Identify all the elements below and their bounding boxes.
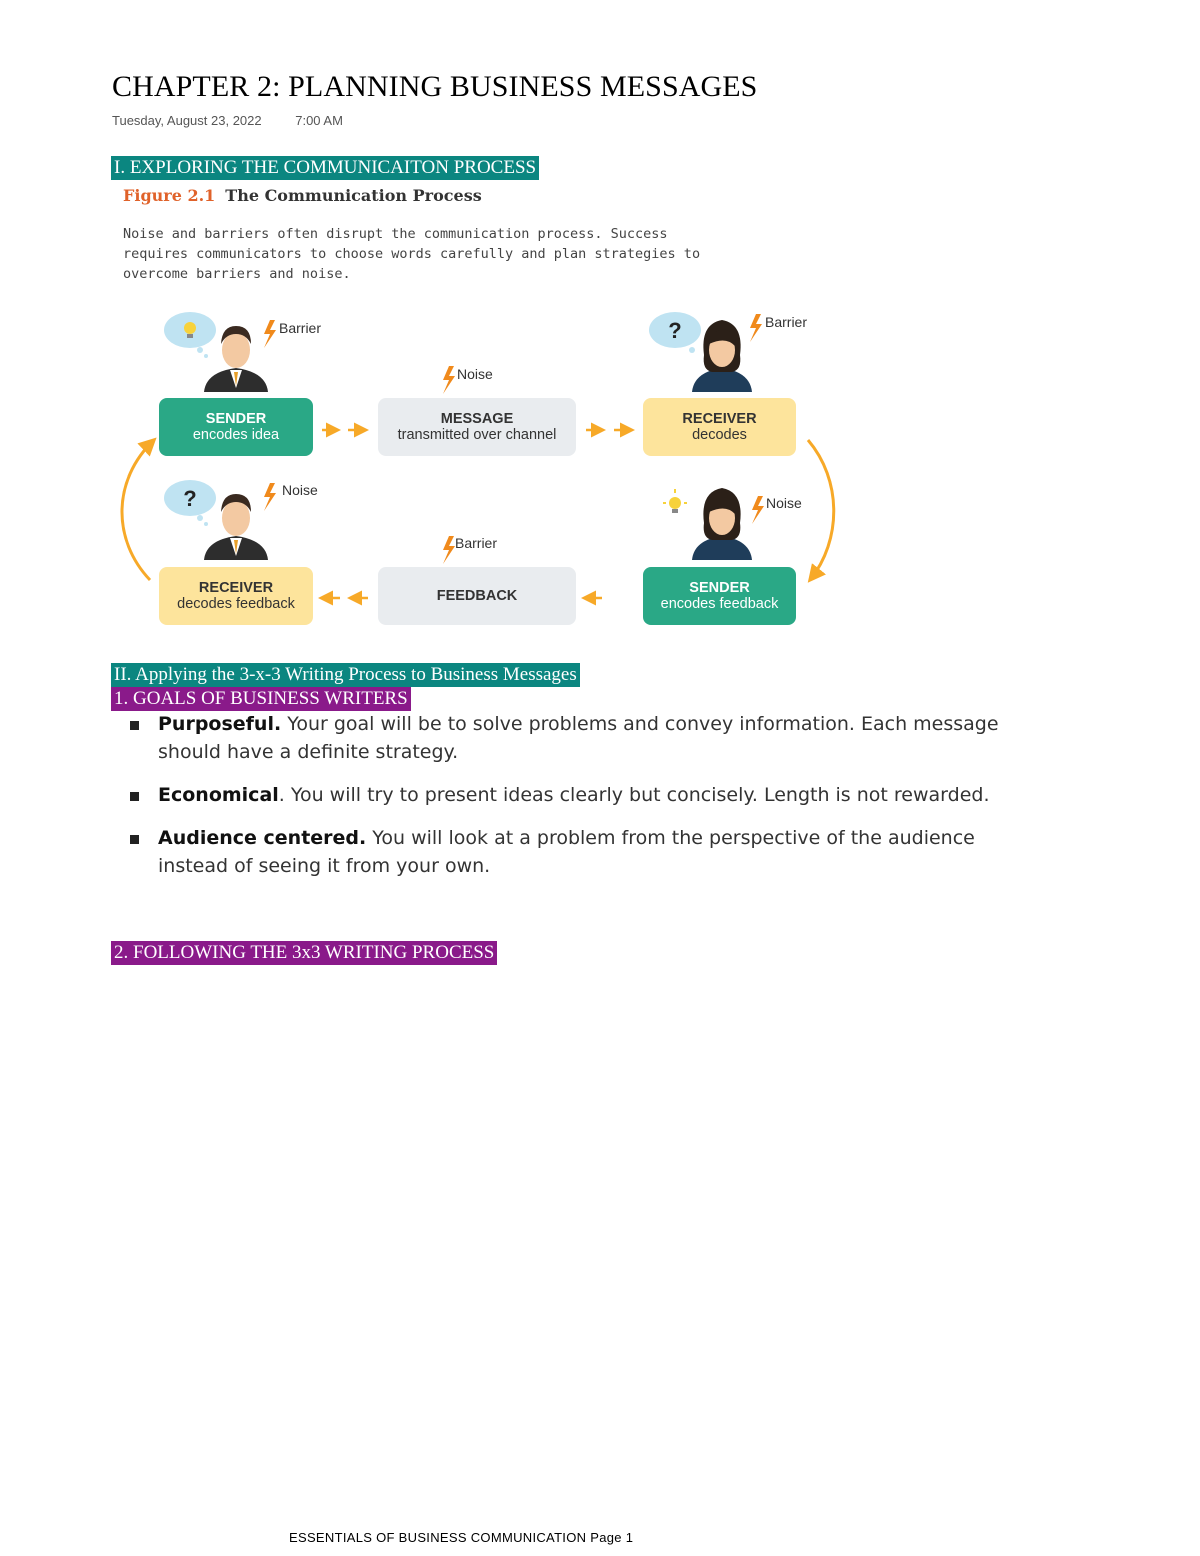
noise-label: Noise bbox=[457, 366, 493, 382]
lightning-bolt-icon bbox=[443, 536, 455, 564]
goal-text: Your goal will be to solve problems and convey information. Each message should have a definite strategy. bbox=[158, 713, 999, 763]
lightning-bolt-icon bbox=[750, 314, 762, 342]
thought-bubble-question-icon bbox=[649, 312, 701, 353]
goal-term: Audience centered. bbox=[158, 827, 367, 849]
heading-following-3x3: 2. FOLLOWING THE 3x3 WRITING PROCESS bbox=[111, 941, 497, 965]
person-woman-icon bbox=[692, 488, 752, 560]
goal-text: You will look at a problem from the perspective of the audience instead of seeing it from your own. bbox=[158, 827, 975, 877]
figure-number: Figure 2.1 bbox=[123, 186, 216, 205]
box-message-title: MESSAGE bbox=[440, 411, 514, 427]
box-receiver bbox=[643, 398, 796, 456]
svg-text:?: ? bbox=[668, 318, 682, 343]
heading-applying-3x3: II. Applying the 3-x-3 Writing Process to Business Messages bbox=[111, 663, 580, 687]
heading-exploring-communication: I. EXPLORING THE COMMUNICAITON PROCESS bbox=[111, 156, 539, 180]
box-message-sub: transmitted over channel bbox=[397, 427, 557, 443]
box-receiver-feedback bbox=[159, 567, 313, 625]
person-woman-icon bbox=[692, 320, 752, 392]
curve-arrow-right bbox=[808, 440, 834, 580]
figure-caption: Noise and barriers often disrupt the communication process. Success requires communicators to choose words carefully and plan strategies to overcome barriers and noise. bbox=[123, 226, 701, 282]
box-sender2-sub: encodes feedback bbox=[660, 596, 779, 612]
lightning-bolt-icon bbox=[264, 483, 276, 511]
box-receiver2-sub: decodes feedback bbox=[177, 596, 295, 612]
noise-label: Noise bbox=[766, 495, 802, 511]
lightning-bolt-icon bbox=[443, 366, 455, 394]
bullet-square-icon bbox=[130, 792, 139, 801]
lightning-bolt-icon bbox=[264, 320, 276, 348]
box-receiver2-title: RECEIVER bbox=[198, 580, 274, 596]
goal-text: . You will try to present ideas clearly but concisely. Length is not rewarded. bbox=[278, 784, 990, 806]
figure-title: The Communication Process bbox=[225, 186, 482, 205]
barrier-label: Barrier bbox=[765, 314, 808, 330]
list-item bbox=[126, 824, 1006, 880]
page-date: Tuesday, August 23, 2022 bbox=[112, 113, 262, 128]
page-footer: ESSENTIALS OF BUSINESS COMMUNICATION Page 1 bbox=[289, 1530, 634, 1545]
box-message bbox=[378, 398, 576, 456]
box-sender-sub: encodes idea bbox=[192, 427, 280, 443]
goal-term: Economical bbox=[158, 784, 279, 806]
curve-arrow-left bbox=[122, 440, 154, 580]
box-sender2-title: SENDER bbox=[689, 580, 750, 596]
barrier-label: Barrier bbox=[279, 320, 322, 336]
lightning-bolt-icon bbox=[752, 496, 764, 524]
list-item bbox=[126, 781, 1006, 809]
goal-term: Purposeful. bbox=[158, 713, 282, 735]
thought-bubble-lightbulb-icon bbox=[164, 312, 216, 358]
thought-bubble-question-icon bbox=[164, 480, 216, 526]
bullet-square-icon bbox=[130, 721, 139, 730]
list-item bbox=[126, 710, 1006, 766]
box-feedback-title: FEEDBACK bbox=[436, 588, 518, 604]
noise-label: Noise bbox=[282, 482, 318, 498]
bullet-square-icon bbox=[130, 835, 139, 844]
page-title: CHAPTER 2: PLANNING BUSINESS MESSAGES bbox=[112, 70, 758, 103]
box-receiver-title: RECEIVER bbox=[682, 411, 757, 427]
box-sender-feedback bbox=[643, 567, 796, 625]
lightbulb-icon bbox=[663, 489, 687, 513]
box-receiver-sub: decodes bbox=[692, 427, 747, 443]
box-sender bbox=[159, 398, 313, 456]
svg-text:?: ? bbox=[183, 486, 197, 511]
page-time: 7:00 AM bbox=[295, 113, 343, 128]
heading-goals: 1. GOALS OF BUSINESS WRITERS bbox=[111, 687, 411, 711]
box-feedback bbox=[378, 567, 576, 625]
barrier-label: Barrier bbox=[455, 535, 498, 551]
goals-list bbox=[126, 710, 1006, 895]
box-sender-title: SENDER bbox=[205, 411, 267, 427]
